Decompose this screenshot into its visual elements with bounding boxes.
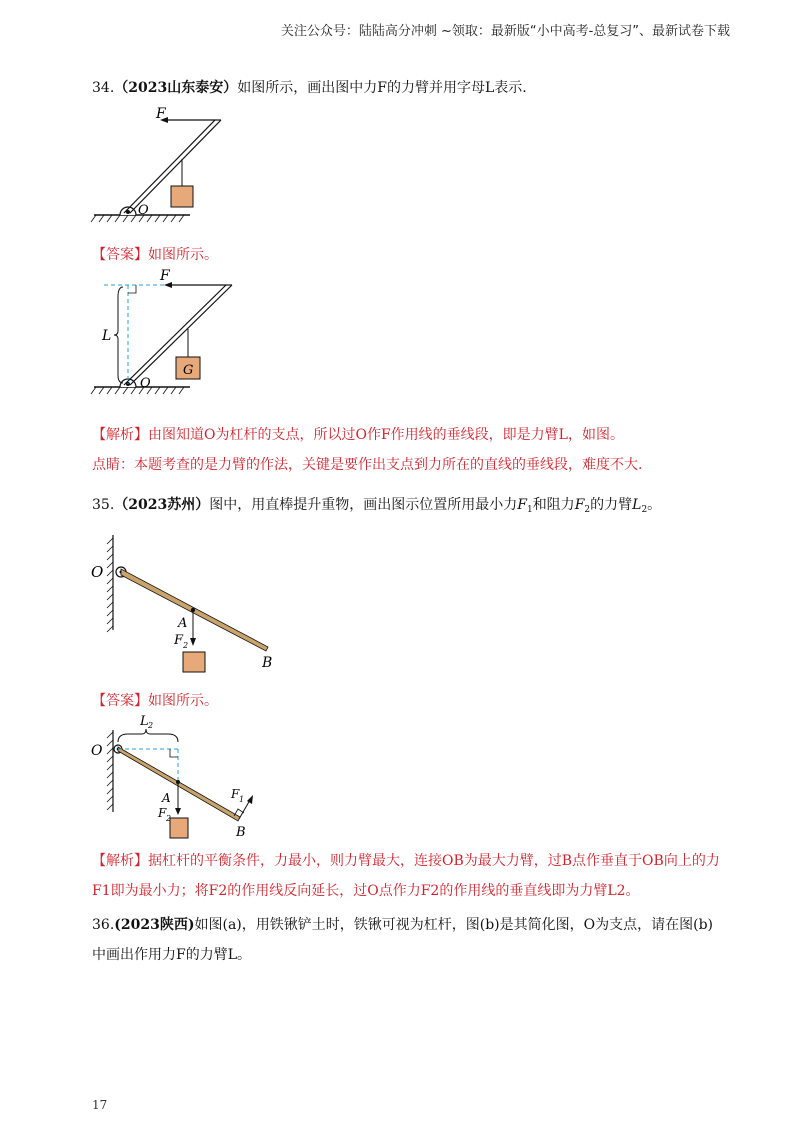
question-text: 如图所示，画出图中力F的力臂并用字母L表示.	[237, 80, 527, 96]
label-F2: F	[158, 806, 167, 820]
answer-tag: 【答案】	[92, 693, 148, 709]
answer-text: 如图所示。	[148, 247, 218, 263]
question-line-2: 中画出作用力F的力臂L。	[92, 947, 252, 963]
analysis-tag: 【解析】	[92, 427, 148, 443]
comment-text: 点睛：本题考查的是力臂的作法，关键是要作出支点到力所在的直线的垂线段，难度不大.	[92, 457, 643, 473]
question-34	[92, 77, 527, 99]
answer-35	[92, 690, 218, 712]
answer-text: 如图所示。	[148, 693, 218, 709]
figure-34-answer	[90, 267, 250, 402]
label-B: B	[236, 825, 246, 840]
label-F: F	[156, 106, 166, 122]
sub-2: 2	[584, 505, 591, 515]
question-number: 34.	[92, 80, 115, 96]
label-B: B	[262, 655, 273, 671]
label-O: O	[91, 743, 103, 759]
label-A: A	[178, 616, 188, 631]
label-O: O	[138, 203, 149, 218]
question-source: （2023苏州）	[114, 497, 210, 513]
label-F2-sub: 2	[183, 641, 189, 650]
label-L2: L	[140, 714, 149, 729]
label-A: A	[162, 791, 171, 805]
label-F2: F	[174, 633, 184, 648]
sub-1: 1	[526, 505, 533, 515]
figure-35-answer	[88, 712, 278, 847]
question-source: (2023陕西)	[114, 917, 195, 933]
label-O: O	[91, 563, 104, 581]
figure-35-question	[88, 530, 288, 675]
page-header: 关注公众号：陆陆高分冲刺 ~领取：最新版“小中高考-总复习”、最新试卷下载	[280, 24, 730, 39]
question-source: （2023山东泰安）	[114, 80, 238, 96]
question-text-d: 。	[647, 497, 662, 513]
question-number: 35.	[92, 497, 115, 513]
symbol-F2: F	[574, 497, 585, 513]
question-36	[92, 910, 732, 970]
label-O: O	[140, 376, 151, 391]
answer-tag: 【答案】	[92, 247, 148, 263]
analysis-line-2: F1即为最小力；将F2的作用线反向延长，过O点作力F2的作用线的垂直线即为力臂L2。	[92, 883, 640, 899]
page-number: 17	[92, 1098, 108, 1112]
symbol-F1: F	[517, 497, 527, 513]
label-F1-sub: 1	[239, 795, 245, 804]
analysis-line-1: 据杠杆的平衡条件，力最小，则力臂最大，连接OB为最大力臂，过B点作垂直于OB向上的力	[148, 853, 720, 869]
question-text-c: 的力臂	[590, 497, 633, 513]
figure-34-question	[90, 102, 240, 227]
question-text-a: 图中，用直棒提升重物，画出图示位置所用最小力	[209, 497, 518, 513]
analysis-34	[92, 420, 732, 480]
label-G: G	[183, 363, 194, 378]
sub-L2: 2	[641, 505, 648, 515]
symbol-L2: L	[632, 497, 642, 513]
question-line-1: 如图(a)，用铁锹铲土时，铁锹可视为杠杆，图(b)是其简化图，O为支点，请在图(b)	[194, 917, 714, 933]
analysis-text: 由图知道O为杠杆的支点，所以过O作F作用线的垂线段，即是力臂L，如图。	[148, 427, 624, 443]
answer-34	[92, 244, 218, 266]
label-F2-sub: 2	[166, 814, 172, 823]
label-F1: F	[231, 787, 240, 801]
label-L2-sub: 2	[148, 721, 154, 730]
question-number: 36.	[92, 917, 115, 933]
question-35	[92, 494, 661, 521]
label-L: L	[102, 328, 112, 344]
label-F: F	[160, 268, 170, 284]
analysis-35	[92, 846, 732, 906]
question-text-b: 和阻力	[532, 497, 575, 513]
analysis-tag: 【解析】	[92, 853, 148, 869]
